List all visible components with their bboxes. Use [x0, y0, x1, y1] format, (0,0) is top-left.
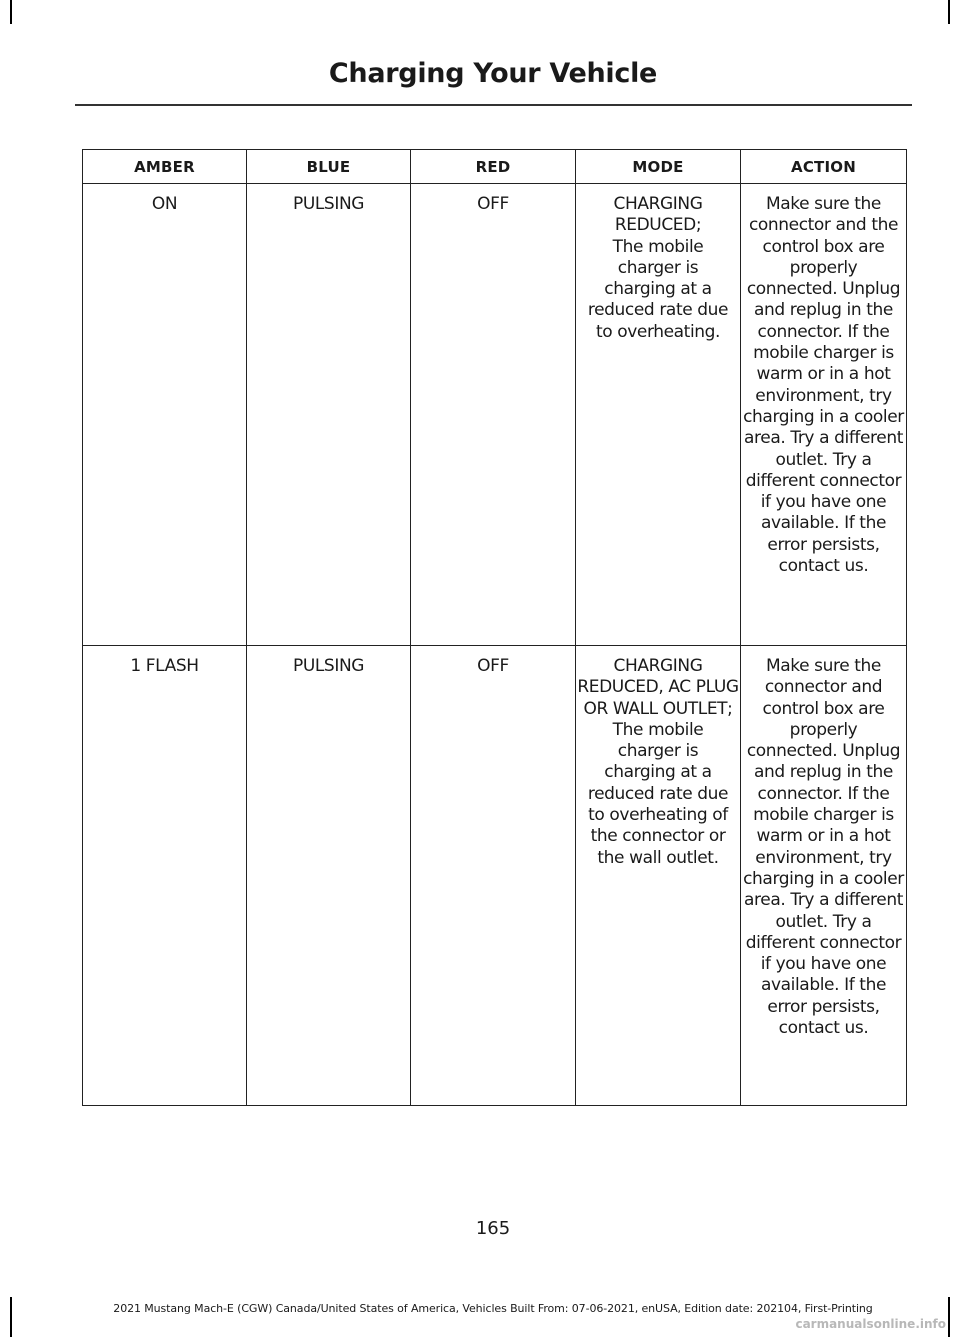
cell-mode: [576, 184, 741, 646]
watermark-logo: carmanualsonline.info: [795, 1317, 946, 1331]
crop-mark-top-right: [948, 0, 950, 24]
table-row: [83, 646, 907, 1106]
header-red: RED: [411, 150, 576, 184]
table-row: [83, 184, 907, 646]
cell-action: Make sure the connector and control box are properly connected. Unplug and replug in the connector. If the mobile charger is warm or in a hot environment, try charging in a cooler area. Try a different outlet. Try a different connector if you have one available. If the error persists, contact us.: [741, 646, 907, 1106]
cell-red: OFF: [411, 646, 576, 1106]
title-divider: [75, 104, 912, 106]
mode-heading: CHARGING REDUCED, AC PLUG OR WALL OUTLET;: [577, 656, 739, 719]
header-amber: AMBER: [83, 150, 247, 184]
cell-red: OFF: [411, 184, 576, 646]
page-title: Charging Your Vehicle: [328, 58, 658, 89]
header-mode: MODE: [576, 150, 741, 184]
cell-mode: [576, 646, 741, 1106]
cell-blue: PULSING: [247, 646, 411, 1106]
header-blue: BLUE: [247, 150, 411, 184]
page-number: 165: [475, 1218, 511, 1239]
mode-description: The mobile charger is charging at a reduced rate due to overheating.: [587, 236, 729, 342]
header-action: ACTION: [741, 150, 907, 184]
mode-heading: CHARGING REDUCED;: [613, 194, 703, 236]
mode-description: The mobile charger is charging at a reduced rate due to overheating of the connector or the wall outlet.: [587, 719, 729, 868]
footer-edition-info: 2021 Mustang Mach-E (CGW) Canada/United States of America, Vehicles Built From: 07-06-2021, enUSA, Edition date: 202104, First-Printing: [113, 1302, 873, 1315]
cell-amber: ON: [83, 184, 247, 646]
table-header-row: [83, 150, 907, 184]
indicator-table: [82, 149, 907, 1106]
cell-action: Make sure the connector and the control box are properly connected. Unplug and replug in the connector. If the mobile charger is warm or in a hot environment, try charging in a cooler area. Try a different outlet. Try a different connector if you have one available. If the error persists, contact us.: [741, 184, 907, 646]
cell-blue: PULSING: [247, 184, 411, 646]
cell-amber: 1 FLASH: [83, 646, 247, 1106]
crop-mark-top-left: [10, 0, 12, 24]
